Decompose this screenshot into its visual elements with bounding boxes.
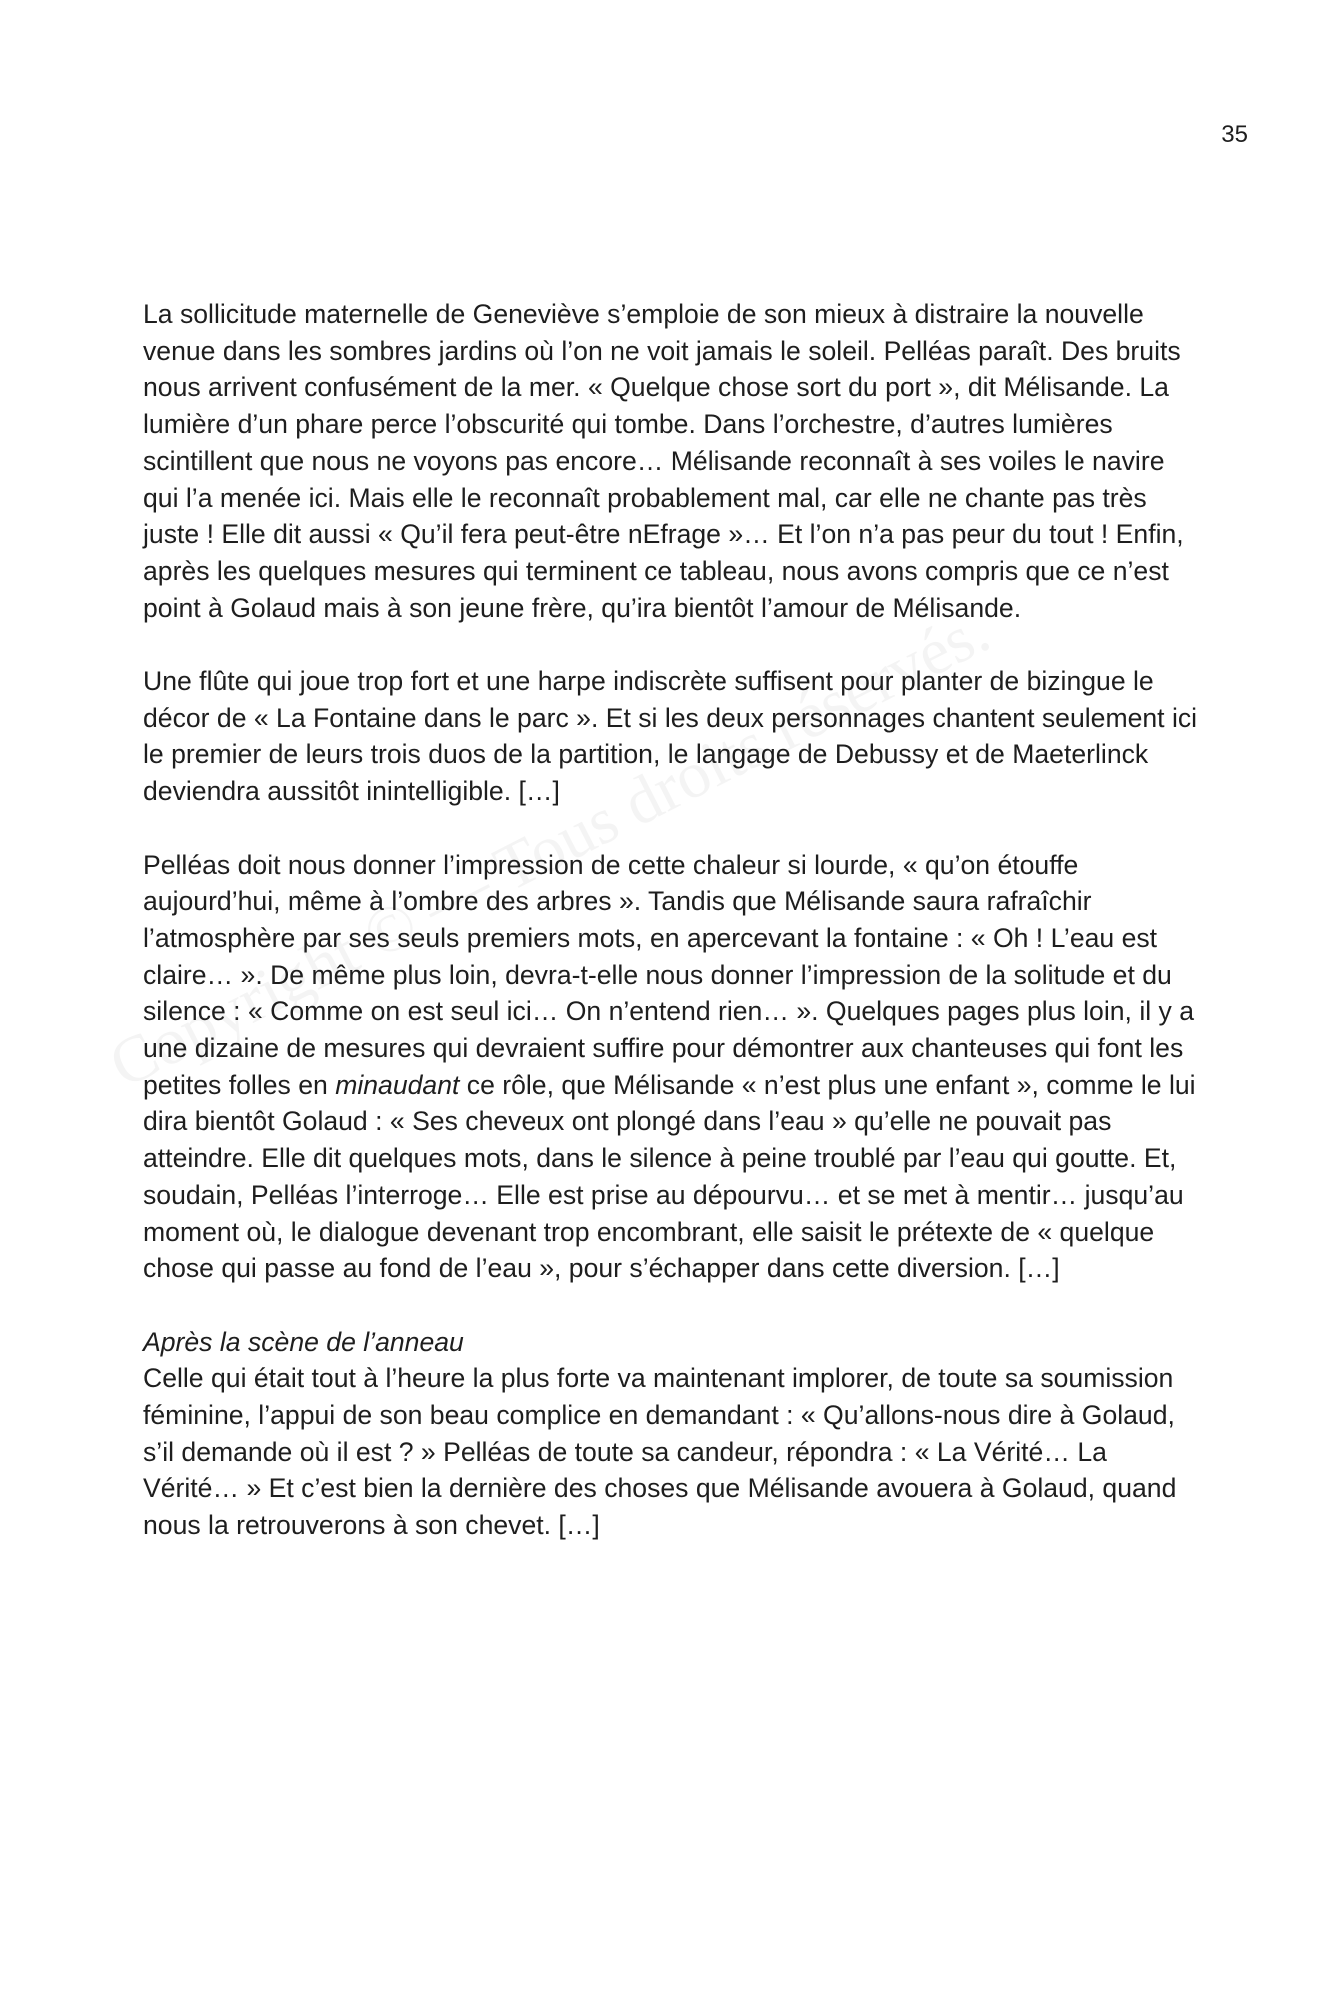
paragraph: Une flûte qui joue trop fort et une harpe indiscrète suffisent pour planter de bizingue le décor de « La Fontaine dans le parc ». Et si les deux personnages chantent seulement ici le premier de leurs trois duos de la partition, le langage de Debussy et de Maeterlinck deviendra aussitôt inintelligible. […] bbox=[143, 666, 1198, 807]
paragraph: La sollicitude maternelle de Geneviève s’emploie de son mieux à distraire la nouvelle venue dans les sombres jardins où l’on ne voit jamais le soleil. Pelléas paraît. Des bruits nous arrivent confusément de la mer. « Quelque chose sort du port », dit Mélisande. La lumière d’un phare perce l’obscurité qui tombe. Dans l’orchestre, d’autres lumières scintillent que nous ne voyons pas encore… Mélisande reconnaît à ses voiles le navire qui l’a menée ici. Mais elle le reconnaît probablement mal, car elle ne chante pas très juste ! Elle dit aussi « Qu’il fera peut-être nEfrage »… Et l’on n’a pas peur du tout ! Enfin, après les quelques mesures qui terminent ce tableau, nous avons compris que ce n’est point à Golaud mais à son jeune frère, qu’ira bientôt l’amour de Mélisande. bbox=[143, 299, 1184, 623]
body-text bbox=[143, 296, 1203, 1581]
paragraph-text: ce rôle, que Mélisande « n’est plus une enfant », comme le lui dira bientôt Golaud : « Ses cheveux ont plongé dans l’eau » qu’elle ne pouvait pas atteindre. Elle dit quelques mots, dans le silence à peine troublé par l’eau qui goutte. Et, soudain, Pelléas l’interroge… Elle est prise au dépourvu… et se met à mentir… jusqu’au moment où, le dialogue devenant trop encombrant, elle saisit le prétexte de « quelque chose qui passe au fond de l’eau », pour s’échapper dans cette diversion. […] bbox=[143, 1069, 1196, 1284]
paragraph bbox=[143, 847, 1203, 1287]
section-heading: Après la scène de l’anneau bbox=[143, 1326, 464, 1357]
paragraph-text: Pelléas doit nous donner l’impression de cette chaleur si lourde, « qu’on étouffe aujourd’hui, même à l’ombre des arbres ». Tandis que Mélisande saura rafraîchir l’atmosphère par ses seuls premiers mots, en apercevant la fontaine : « Oh ! L’eau est claire… ». De même plus loin, devra-t-elle nous donner l’impression de la solitude et du silence : « Comme on est seul ici… On n’entend rien… ». Quelques pages plus loin, il y a une dizaine de mesures qui devraient suffire pour démontrer aux chanteuses qui font les petites folles en bbox=[143, 849, 1194, 1100]
page-number: 35 bbox=[1221, 121, 1248, 148]
italic-term: minaudant bbox=[335, 1069, 460, 1100]
paragraph: Celle qui était tout à l’heure la plus forte va maintenant implorer, de toute sa soumission féminine, l’appui de son beau complice en demandant : « Qu’allons-nous dire à Golaud, s’il demande où il est ? » Pelléas de toute sa candeur, répondra : « La Vérité… La Vérité… » Et c’est bien la dernière des choses que Mélisande avouera à Golaud, quand nous la retrouverons à son chevet. […] bbox=[143, 1363, 1177, 1541]
